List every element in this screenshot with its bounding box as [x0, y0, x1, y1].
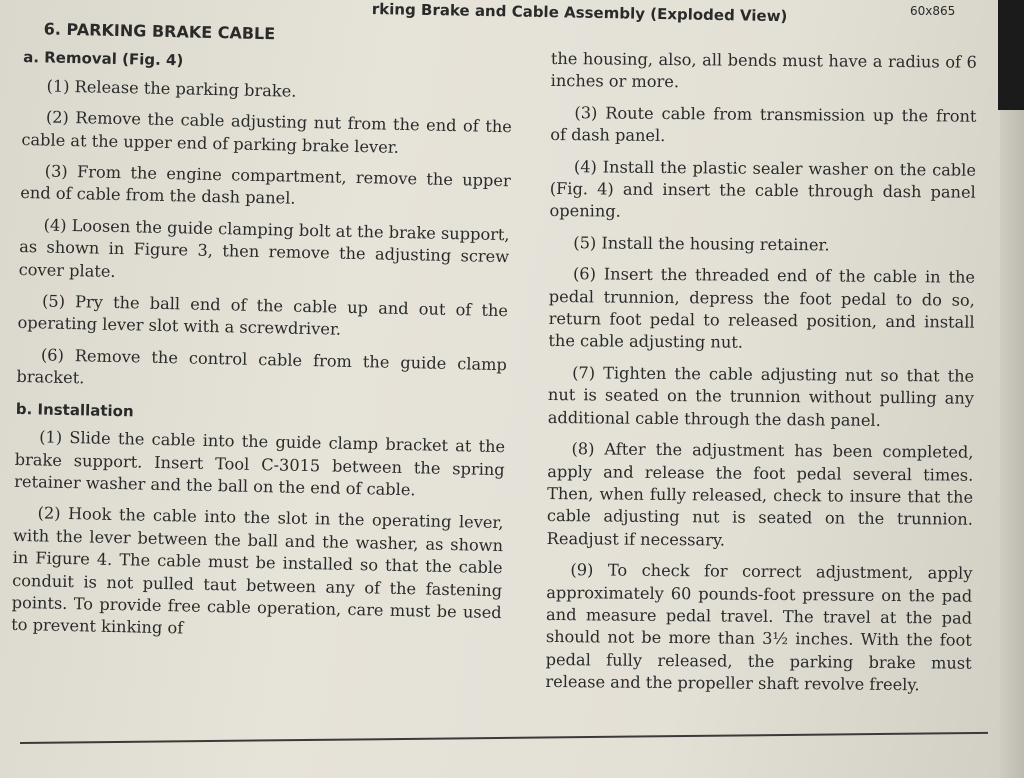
- removal-step-3: (3) From the engine compartment, remove the upper end of cable from the dash panel.: [20, 161, 511, 209]
- installation-step-2: (2) Hook the cable into the slot in the operating lever, with the lever between the ball and the washer, as shown in Figure 4. The cable must be installed so that the cable conduit is not pulled taut between any of the fastening points. To provide free cable operation, care must be used to prevent kinking of: [11, 503, 504, 638]
- removal-step-1: (1) Release the parking brake.: [46, 76, 297, 101]
- installation-step-5: (5) Install the housing retainer.: [573, 233, 830, 255]
- installation-heading: b. Installation: [15, 399, 134, 421]
- removal-heading: a. Removal (Fig. 4): [22, 48, 184, 70]
- installation-step-1: (1) Slide the cable into the guide clamp bracket at the brake support. Insert Tool C-3015 between the spring retainer washer and the ball on the end of cable.: [14, 427, 506, 500]
- page-edge-shadow: [1000, 110, 1024, 778]
- section-title: 6. PARKING BRAKE CABLE: [43, 19, 276, 44]
- removal-step-5: (5) Pry the ball end of the cable up and out of the operating lever slot with a screwdriver.: [17, 291, 509, 340]
- installation-step-9: (9) To check for correct adjustment, apply approximately 60 pounds-foot pressure on the pad and measure pedal travel. The travel at the pad should not be more than 3½ inches. With the foot pedal fully released, the parking brake must release and the propeller shaft revolve freely.: [545, 560, 973, 695]
- removal-step-4: (4) Loosen the guide clamping bolt at the brake support, as shown in Figure 3, then remove the adjusting screw cover plate.: [18, 215, 510, 281]
- figure-caption-header: rking Brake and Cable Assembly (Exploded View): [371, 0, 788, 26]
- installation-step-7: (7) Tighten the cable adjusting nut so that the nut is seated on the trunnion without pulling any additional cable through the dash panel.: [547, 363, 975, 430]
- bottom-rule: [20, 732, 988, 744]
- dark-background-edge: [998, 0, 1024, 110]
- installation-step-4: (4) Install the plastic sealer washer on the cable (Fig. 4) and insert the cable through dash panel opening.: [549, 156, 977, 222]
- left-column: [11, 18, 514, 656]
- removal-step-2: (2) Remove the cable adjusting nut from the end of the cable at the upper end of parking brake lever.: [21, 107, 513, 157]
- removal-step-6: (6) Remove the control cable from the guide clamp bracket.: [16, 345, 508, 388]
- figure-size-label: 60x865: [910, 4, 956, 18]
- right-column: [545, 48, 977, 706]
- installation-step-2-continued: the housing, also, all bends must have a radius of 6 inches or more.: [550, 48, 977, 92]
- installation-step-6: (6) Insert the threaded end of the cable in the pedal trunnion, depress the foot pedal to do so, return foot pedal to released position, and install the cable adjusting nut.: [548, 264, 976, 353]
- installation-step-3: (3) Route cable from transmission up the front of dash panel.: [550, 103, 977, 146]
- installation-step-8: (8) After the adjustment has been completed, apply and release the foot pedal several times. Then, when fully released, check to insure that the cable adjusting nut is seated on the trunnion. Readjust if necessary.: [546, 439, 974, 550]
